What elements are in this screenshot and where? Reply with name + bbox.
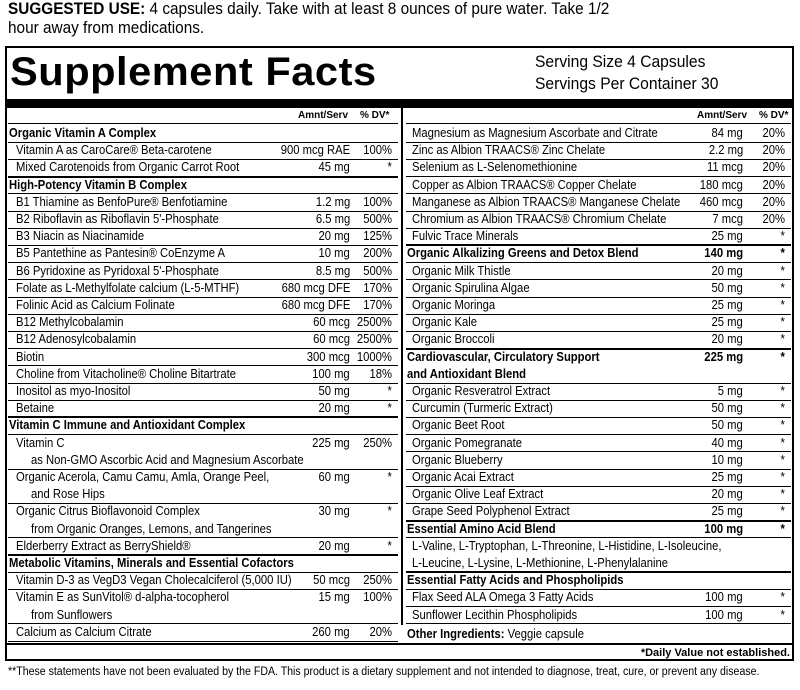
nutrient-name: High-Potency Vitamin B Complex [9,177,187,192]
daily-value-percent: * [780,418,785,433]
amount-per-serving: 680 mcg DFE [281,280,350,295]
nutrient-row [8,228,398,245]
row-rule [406,623,791,624]
nutrient-name-continued: and Antioxidant Blend [407,366,526,381]
nutrient-name: Folinic Acid as Calcium Folinate [16,298,175,312]
panel-title: Supplement Facts [10,50,377,94]
amount-per-serving: 20 mg [318,538,350,553]
nutrient-name: Zinc as Albion TRAACS® Zinc Chelate [412,143,606,158]
nutrient-name: B12 Adenosylcobalamin [16,332,137,347]
nutrient-name: Organic Pomegranate [412,435,523,450]
nutrient-row [8,349,398,366]
nutrient-row [8,400,398,417]
daily-value-percent: * [780,590,785,605]
amount-per-serving: 20 mg [711,332,743,347]
daily-value-percent: 500% [363,212,392,226]
amount-per-serving: 225 mg [704,349,743,364]
nutrient-row [406,607,791,624]
nutrient-row [406,125,791,142]
daily-value-percent: * [780,504,785,519]
nutrient-row [406,142,791,159]
nutrient-name: Organic Citrus Bioflavonoid Complex [16,504,200,519]
daily-value-percent: * [780,521,785,536]
nutrient-name: Cardiovascular, Circulatory Support [407,349,600,364]
nutrient-name: Essential Fatty Acids and Phospholipids [407,573,624,588]
row-rule [8,641,398,642]
nutrient-name: Chromium as Albion TRAACS® Chromium Chelate [412,212,667,226]
daily-value-percent: 170% [363,298,392,312]
daily-value-percent: 170% [363,280,392,295]
right-header-rule [406,123,791,124]
nutrient-name: Curcumin (Turmeric Extract) [412,401,553,416]
daily-value-percent: * [780,401,785,416]
nutrient-row [406,486,791,503]
nutrient-row [406,194,791,211]
nutrient-name: Selenium as L-Selenomethionine [412,160,578,175]
nutrient-name: Organic Blueberry [412,452,503,467]
nutrient-row [406,538,791,572]
nutrient-row [406,503,791,520]
daily-value-percent: * [387,401,392,416]
amount-per-serving: 225 mg [312,435,350,450]
daily-value-percent: * [780,452,785,467]
amount-per-serving: 25 mg [711,298,743,312]
nutrient-row [8,142,398,159]
amount-per-serving: 2.2 mg [708,143,743,158]
amount-per-serving: 10 mg [318,246,350,261]
amount-per-serving: 40 mg [711,435,743,450]
nutrient-name: B3 Niacin as Niacinamide [16,229,145,244]
daily-value-percent: * [387,384,392,398]
nutrient-name: Organic Broccoli [412,332,495,347]
daily-value-percent: 20% [762,194,785,209]
nutrient-name: Organic Milk Thistle [412,263,511,278]
amount-per-serving: 300 mcg [306,349,350,364]
nutrient-name: B1 Thiamine as BenfoPure® Benfotiamine [16,194,228,209]
header-divider-bar [5,99,794,108]
amount-per-serving: 20 mg [711,487,743,502]
amount-per-serving: 50 mcg [313,573,350,588]
nutrient-name: Inositol as myo-Inositol [16,384,131,398]
left-col-amount-header: Amnt/Serv [298,110,349,121]
amount-per-serving: 50 mg [711,418,743,433]
nutrient-name: Copper as Albion TRAACS® Copper Chelate [412,177,637,192]
nutrient-row [406,228,791,245]
nutrient-name: Organic Vitamin A Complex [9,126,157,140]
daily-value-percent: 250% [363,573,392,588]
suggested-use [8,0,743,38]
nutrient-name: Organic Moringa [412,298,496,312]
daily-value-percent: * [387,160,392,175]
amount-per-serving: 60 mcg [313,315,350,330]
daily-value-percent: 20% [762,143,785,158]
daily-value-percent: * [780,349,785,364]
daily-value-percent: 2500% [356,315,392,330]
nutrient-row [8,297,398,314]
nutrient-name: B12 Methylcobalamin [16,315,124,330]
daily-value-percent: 250% [363,435,392,450]
daily-value-percent: 100% [363,590,392,605]
nutrient-name-continued: as Non-GMO Ascorbic Acid and Magnesium Ascorbate [31,452,304,467]
amount-per-serving: 50 mg [711,280,743,295]
nutrient-name-continued: from Sunflowers [31,607,113,622]
nutrient-row [8,211,398,228]
daily-value-percent: 20% [369,624,392,639]
nutrient-row [8,366,398,383]
daily-value-percent: 20% [762,160,785,175]
other-ingredients-value: Veggie capsule [504,627,584,641]
amount-per-serving: 6.5 mg [315,212,350,226]
nutrient-name: Vitamin D-3 as VegD3 Vegan Cholecalciferol (5,000 IU) [16,573,292,588]
section-header-row [406,572,791,589]
daily-value-percent: * [387,538,392,553]
amount-per-serving: 100 mg [705,607,743,622]
nutrient-row [8,245,398,262]
daily-value-percent: * [780,384,785,398]
daily-value-percent: 2500% [356,332,392,347]
left-header-rule [8,123,398,124]
daily-value-percent: 20% [762,126,785,140]
nutrient-row [406,331,791,348]
nutrient-row [8,159,398,176]
daily-value-percent: * [780,470,785,484]
nutrient-name: Magnesium as Magnesium Ascorbate and Citrate [412,126,658,140]
amount-per-serving: 1.2 mg [315,194,350,209]
daily-value-percent: * [780,607,785,622]
nutrient-row [8,589,398,623]
nutrient-name-continued: L-Leucine, L-Lysine, L-Methionine, L-Phenylalanine [412,555,668,570]
nutrient-name: Organic Acai Extract [412,470,514,484]
nutrient-name: Vitamin C Immune and Antioxidant Complex [9,418,246,433]
daily-value-percent: * [780,332,785,347]
amount-per-serving: 460 mcg [699,194,743,209]
amount-per-serving: 10 mg [711,452,743,467]
nutrient-row [8,194,398,211]
nutrient-name: Elderberry Extract as BerryShield® [16,538,191,553]
amount-per-serving: 60 mcg [313,332,350,347]
nutrient-name: Metabolic Vitamins, Minerals and Essential Cofactors [9,556,294,570]
daily-value-percent: * [387,504,392,519]
section-header-row [8,177,398,194]
serving-size: Serving Size 4 Capsules [535,52,706,71]
daily-value-percent: 100% [363,143,392,158]
amount-per-serving: 100 mg [704,521,743,536]
suggested-use-line2: hour away from medications. [8,19,205,37]
section-header-row [406,521,791,538]
right-col-dv-header: % DV* [759,110,789,121]
daily-value-percent: * [780,315,785,330]
amount-per-serving: 30 mg [318,504,350,519]
column-divider [401,108,403,625]
nutrient-name: Calcium as Calcium Citrate [16,624,152,639]
nutrient-row [406,589,791,606]
daily-value-percent: * [780,487,785,502]
nutrient-name: Vitamin E as SunVitol® d-alpha-tocopherol [16,590,230,605]
nutrient-name: Folate as L-Methylfolate calcium (L-5-MTHF) [16,280,240,295]
amount-per-serving: 11 mcg [706,160,743,175]
amount-per-serving: 260 mg [312,624,350,639]
nutrient-row [8,624,398,641]
amount-per-serving: 100 mg [312,366,350,381]
suggested-use-line1: 4 capsules daily. Take with at least 8 ounces of pure water. Take 1/2 [145,0,610,18]
nutrient-name: Organic Spirulina Algae [412,280,530,295]
daily-value-percent: * [387,470,392,484]
nutrient-name: Essential Amino Acid Blend [407,521,556,536]
daily-value-percent: * [780,280,785,295]
amount-per-serving: 15 mg [318,590,350,605]
nutrient-row [8,280,398,297]
nutrient-row [406,314,791,331]
nutrient-name-continued: from Organic Oranges, Lemons, and Tangerines [31,521,272,536]
nutrient-name: Organic Beet Root [412,418,505,433]
amount-per-serving: 60 mg [318,470,350,484]
nutrient-row [406,263,791,280]
daily-value-percent: 125% [363,229,392,244]
nutrient-name: Organic Resveratrol Extract [412,384,551,398]
nutrient-name: Choline from Vitacholine® Choline Bitartrate [16,366,237,381]
amount-per-serving: 7 mcg [712,212,743,226]
right-col-amount-header: Amnt/Serv [697,110,748,121]
amount-per-serving: 900 mcg RAE [280,143,350,158]
amount-per-serving: 100 mg [705,590,743,605]
other-ingredients-label: Other Ingredients: [407,627,505,641]
amount-per-serving: 84 mg [711,126,743,140]
amount-per-serving: 180 mcg [699,177,743,192]
suggested-use-label: SUGGESTED USE: [8,0,146,18]
nutrient-row [8,383,398,400]
daily-value-percent: * [780,263,785,278]
amount-per-serving: 25 mg [711,504,743,519]
amount-per-serving: 25 mg [711,470,743,484]
daily-value-percent: * [780,435,785,450]
nutrient-row [406,469,791,486]
amount-per-serving: 25 mg [711,229,743,244]
nutrient-name: Manganese as Albion TRAACS® Manganese Chelate [412,194,681,209]
nutrient-row [8,435,398,469]
nutrient-row [406,159,791,176]
amount-per-serving: 20 mg [318,401,350,416]
amount-per-serving: 680 mcg DFE [281,298,350,312]
nutrient-name: Organic Olive Leaf Extract [412,487,544,502]
daily-value-percent: 100% [363,194,392,209]
left-col-dv-header: % DV* [360,110,390,121]
daily-value-percent: 20% [762,212,785,226]
nutrient-row [406,177,791,194]
nutrient-row [406,211,791,228]
fda-disclaimer: **These statements have not been evaluated by the FDA. This product is a dietary supplement and not intended to diagnose, treat, cure, or prevent any disease. [8,666,760,678]
amount-per-serving: 50 mg [711,401,743,416]
daily-value-percent: 18% [369,366,392,381]
daily-value-percent: * [780,246,785,261]
nutrient-name: B5 Pantethine as Pantesin® CoEnzyme A [16,246,226,261]
nutrient-row [406,383,791,400]
nutrient-row [406,400,791,417]
daily-value-percent: 20% [762,177,785,192]
nutrient-row [8,331,398,348]
section-header-row [8,555,398,572]
nutrient-row [406,452,791,469]
nutrient-name: Betaine [16,401,55,416]
nutrient-row [406,435,791,452]
nutrient-name: L-Valine, L-Tryptophan, L-Threonine, L-Histidine, L-Isoleucine, [412,538,722,553]
nutrient-name: Organic Acerola, Camu Camu, Amla, Orange Peel, [16,470,270,484]
nutrient-name: Flax Seed ALA Omega 3 Fatty Acids [412,590,594,605]
nutrient-name-continued: and Rose Hips [31,487,105,502]
daily-value-percent: 1000% [356,349,392,364]
amount-per-serving: 8.5 mg [315,263,350,278]
nutrient-name: B6 Pyridoxine as Pyridoxal 5'-Phosphate [16,263,219,278]
nutrient-row [8,538,398,555]
nutrient-row [8,314,398,331]
nutrient-name: Vitamin C [16,435,65,450]
nutrient-name: Vitamin A as CaroCare® Beta-carotene [16,143,212,158]
nutrient-name: B2 Riboflavin as Riboflavin 5'-Phosphate [16,212,219,226]
amount-per-serving: 50 mg [318,384,350,398]
daily-value-percent: 500% [363,263,392,278]
amount-per-serving: 140 mg [704,246,743,261]
nutrient-row [406,297,791,314]
nutrient-name: Fulvic Trace Minerals [412,229,519,244]
amount-per-serving: 5 mg [717,384,743,398]
nutrient-name: Sunflower Lecithin Phospholipids [412,607,578,622]
nutrient-row [406,280,791,297]
nutrient-name: Organic Kale [412,315,478,330]
section-header-row [8,125,398,142]
nutrient-row [8,469,398,503]
section-header-row [8,417,398,434]
nutrient-row [406,417,791,434]
nutrient-name: Mixed Carotenoids from Organic Carrot Root [16,160,240,175]
daily-value-percent: * [780,229,785,244]
section-header-row [406,245,791,262]
daily-value-note: *Daily Value not established. [640,647,790,659]
nutrient-row [8,503,398,537]
section-header-row [406,349,791,383]
other-ingredients [406,626,791,643]
nutrient-row [8,572,398,589]
daily-value-percent: * [780,298,785,312]
nutrient-row [8,263,398,280]
nutrient-name: Biotin [16,349,45,364]
amount-per-serving: 45 mg [318,160,350,175]
amount-per-serving: 20 mg [711,263,743,278]
amount-per-serving: 25 mg [711,315,743,330]
servings-per-container: Servings Per Container 30 [535,74,719,93]
amount-per-serving: 20 mg [318,229,350,244]
footer-rule [5,643,794,645]
daily-value-percent: 200% [363,246,392,261]
nutrient-name: Organic Alkalizing Greens and Detox Blend [407,246,639,261]
nutrient-name: Grape Seed Polyphenol Extract [412,504,570,519]
